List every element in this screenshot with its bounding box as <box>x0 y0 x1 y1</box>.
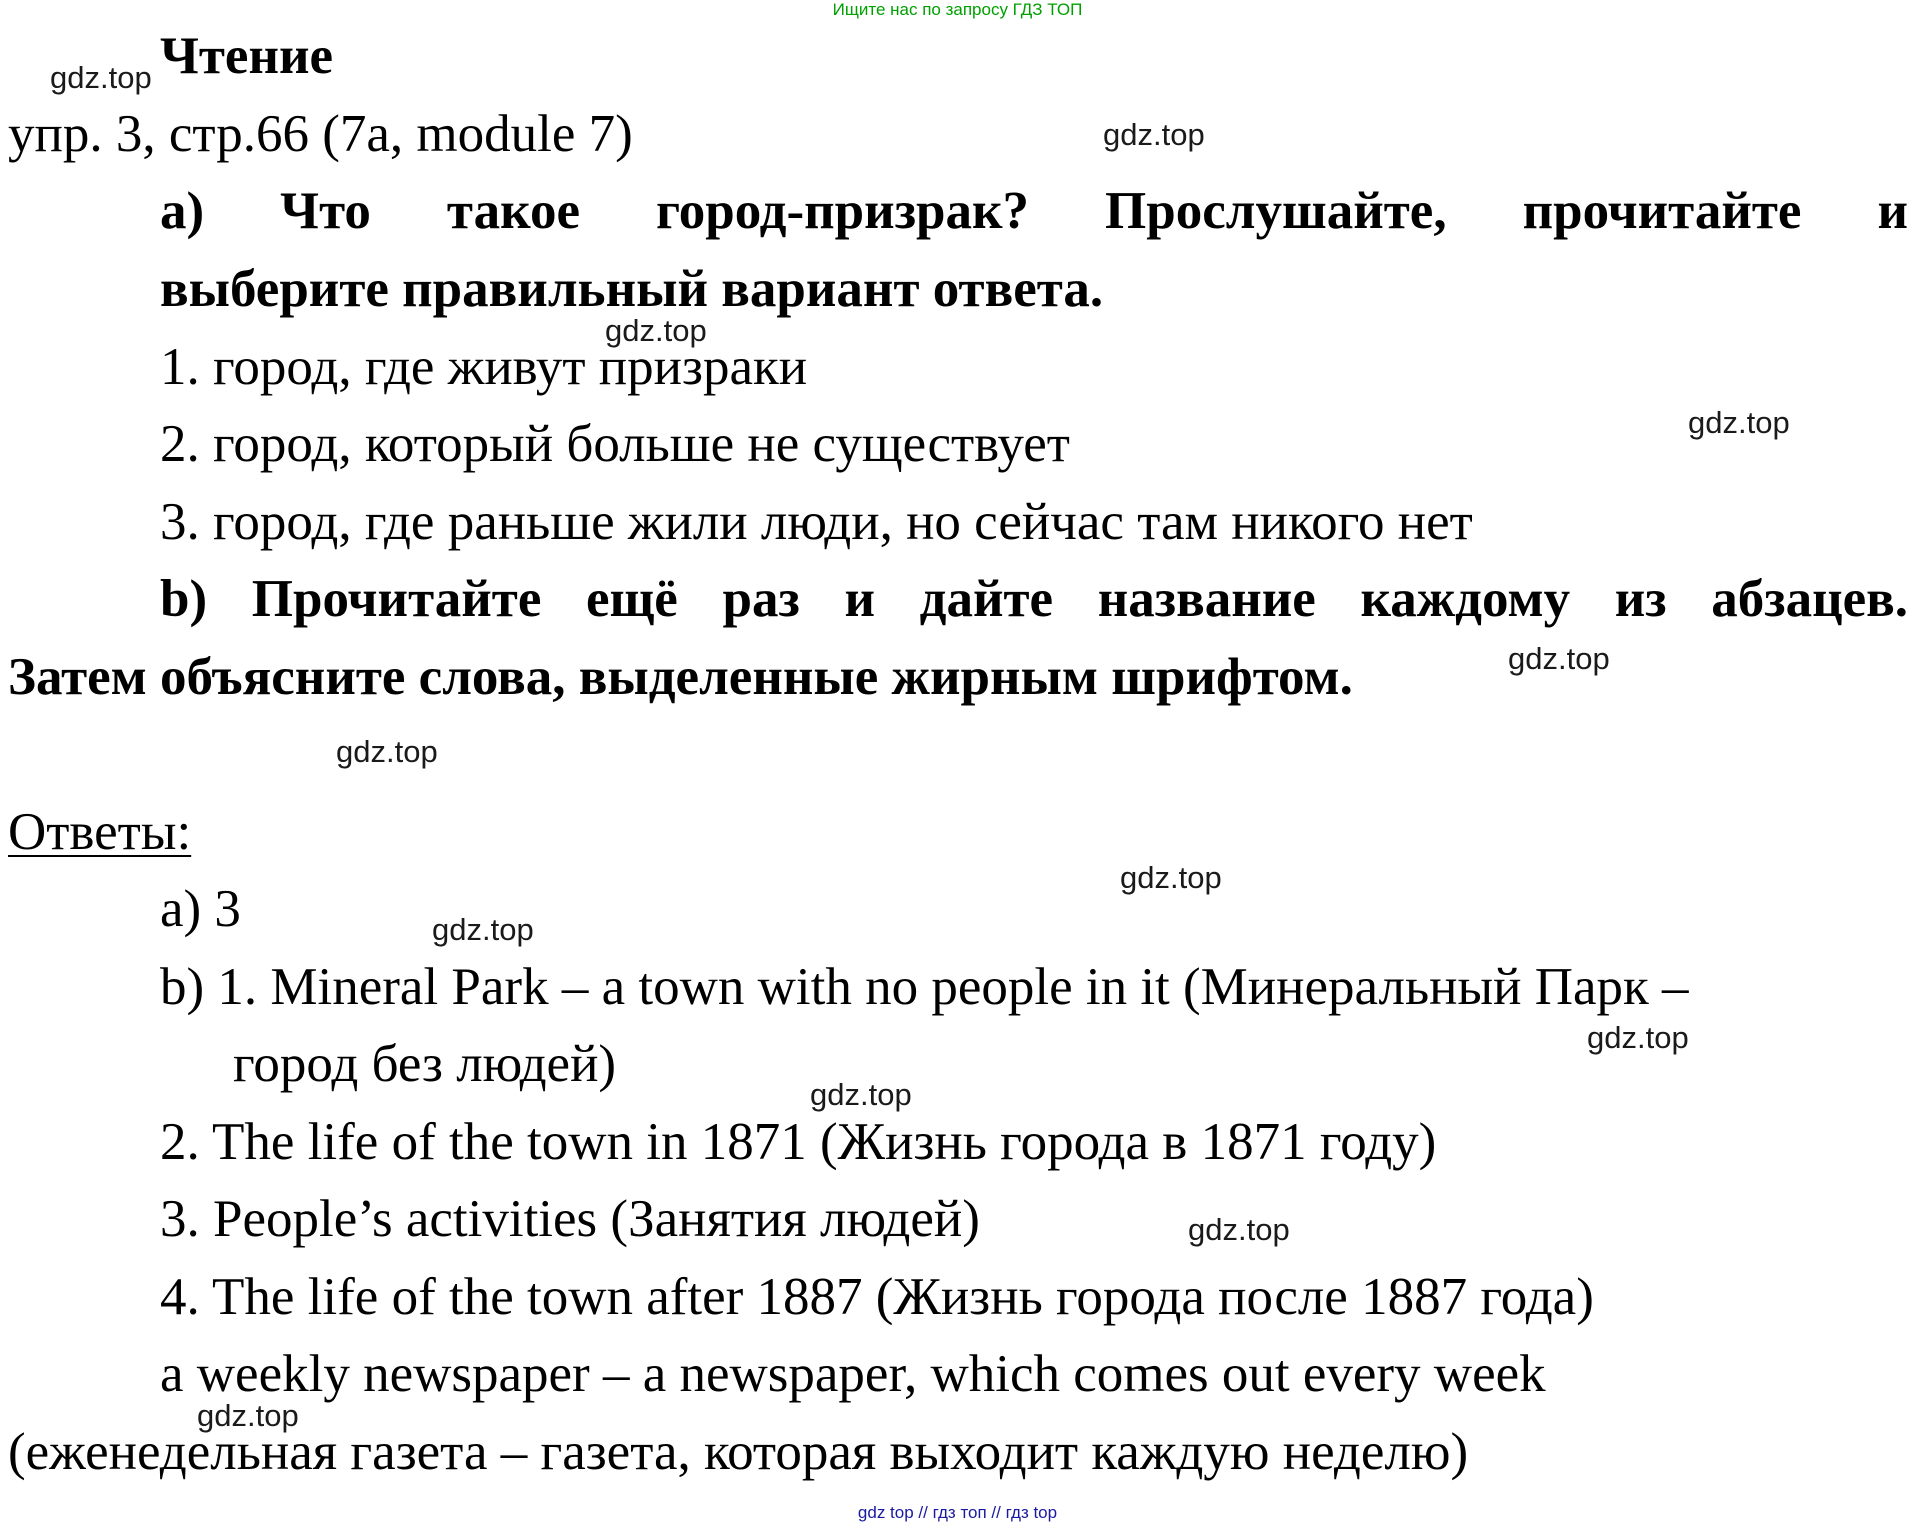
answer-item-2: 2. The life of the town in 1871 (Жизнь города в 1871 году) <box>160 1113 1437 1171</box>
watermark: gdz.top <box>336 734 438 769</box>
option-1: 1. город, где живут призраки <box>160 338 808 396</box>
option-2: 2. город, который больше не существует <box>160 415 1070 473</box>
bottom-watermark: gdz top // гдз топ // гдз top <box>857 1503 1058 1522</box>
vocab-line2: (еженедельная газета – газета, которая выходит каждую неделю) <box>8 1423 1469 1481</box>
vocab-line1: a weekly newspaper – a newspaper, which comes out every week <box>160 1345 1546 1403</box>
watermark: gdz.top <box>1120 860 1222 895</box>
task-b-line1: b) Прочитайте ещё раз и дайте название каждому из абзацев. <box>160 570 1908 628</box>
watermark: gdz.top <box>605 313 707 348</box>
watermark: gdz.top <box>432 912 534 947</box>
watermark: gdz.top <box>197 1398 299 1433</box>
exercise-reference: упр. 3, стр.66 (7а, module 7) <box>8 105 633 163</box>
watermark: gdz.top <box>1688 405 1790 440</box>
answer-item-3: 3. People’s activities (Занятия людей) <box>160 1190 980 1248</box>
option-3: 3. город, где раньше жили люди, но сейчас там никого нет <box>160 493 1473 551</box>
answer-b-line2: город без людей) <box>233 1035 617 1093</box>
watermark: gdz.top <box>1508 641 1610 676</box>
task-a-line1: a) Что такое город-призрак? Прослушайте, прочитайте и <box>160 182 1908 240</box>
answer-a: a) 3 <box>160 880 241 938</box>
task-b-line2: Затем объясните слова, выделенные жирным шрифтом. <box>8 648 1353 706</box>
watermark: gdz.top <box>1587 1020 1689 1055</box>
top-watermark: Ищите нас по запросу ГДЗ ТОП <box>832 0 1083 19</box>
answers-heading: Ответы: <box>8 803 192 861</box>
watermark: gdz.top <box>1188 1212 1290 1247</box>
watermark: gdz.top <box>810 1077 912 1112</box>
task-a-line2: выберите правильный вариант ответа. <box>160 260 1104 318</box>
watermark: gdz.top <box>1103 117 1205 152</box>
answer-item-4: 4. The life of the town after 1887 (Жизнь города после 1887 года) <box>160 1268 1594 1326</box>
answer-b-line1: b) 1. Mineral Park – a town with no people in it (Минеральный Парк – <box>160 958 1689 1016</box>
section-title: Чтение <box>160 27 334 85</box>
watermark: gdz.top <box>50 60 152 95</box>
